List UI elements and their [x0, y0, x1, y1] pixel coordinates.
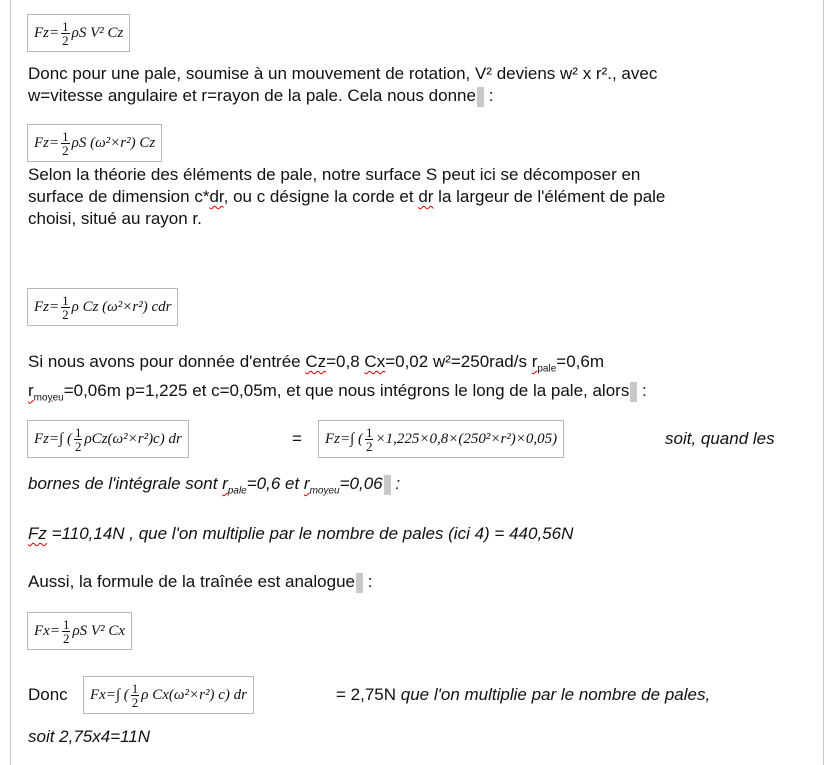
- formula-text: ρS V² Cz: [71, 24, 124, 41]
- paragraph-result-fz: Fz =110,14N , que l'on multiplie par le nombre de pales (ici 4) = 440,56N: [28, 524, 574, 543]
- donc-result: = 2,75N que l'on multiplie par le nombre de pales,: [336, 685, 711, 704]
- paragraph: Donc pour une pale, soumise à un mouvement de rotation, V² deviens w² x r²., avec w=vitesse angulaire et r=rayon de la pale. Cela nous donne :: [28, 64, 658, 105]
- paragraph-aussi: Aussi, la formule de la traînée est analogue :: [28, 572, 373, 591]
- formula-integral-numeric[interactable]: Fz=∫ ( $\frac{1}{2}$ ×1,225×0,8×(250²×r²)×0,05): [318, 420, 564, 458]
- formula-drag-integral[interactable]: Fx=∫ ( $\frac{1}{2}$ ρ Cx(ω²×r²) c) dr: [83, 676, 254, 714]
- formula-lift-element[interactable]: Fz= $\frac{1}{2}$ ρ Cz (ω²×r²) cdr: [27, 288, 178, 326]
- document-page: [10, 0, 824, 765]
- equals-sign: =: [292, 429, 302, 448]
- formula-integral[interactable]: Fz=∫ ( $\frac{1}{2}$ ρCz(ω²×r²)c) dr: [27, 420, 189, 458]
- field-shading: [356, 573, 363, 593]
- formula-drag[interactable]: Fx= $\frac{1}{2}$ ρS V² Cx: [27, 612, 132, 650]
- paragraph: Selon la théorie des éléments de pale, notre surface S peut ici se décomposer en surface de dimension c*dr, ou c désigne la corde et dr la largeur de l'élément de pale choisi, situé au rayon r.: [28, 165, 666, 228]
- field-shading: [384, 475, 391, 495]
- formula-lift-rotation[interactable]: Fz= $\frac{1}{2}$ ρS (ω²×r²) Cz: [27, 124, 162, 162]
- formula-lift[interactable]: [27, 14, 130, 52]
- soit-text: soit, quand les: [665, 429, 775, 448]
- field-shading: [477, 87, 484, 107]
- donc-label: Donc: [28, 685, 68, 704]
- paragraph: Si nous avons pour donnée d'entrée Cz=0,8 Cx=0,02 w²=250rad/s $r_{pale}=0,6m$ $r_{moyeu}=0,06m$ p=1,225 et c=0,05m, et que nous intégrons le long de la pale, alors :: [28, 352, 647, 404]
- fraction: $\frac{1}{2}$: [62, 18, 69, 48]
- formula-text: Fz=: [34, 24, 60, 41]
- paragraph-bornes: bornes de l'intégrale sont $r_{pale}=0,6$ et $r_{moyeu}=0,06$ :: [28, 474, 401, 497]
- final-result: soit 2,75x4=11N: [28, 727, 151, 746]
